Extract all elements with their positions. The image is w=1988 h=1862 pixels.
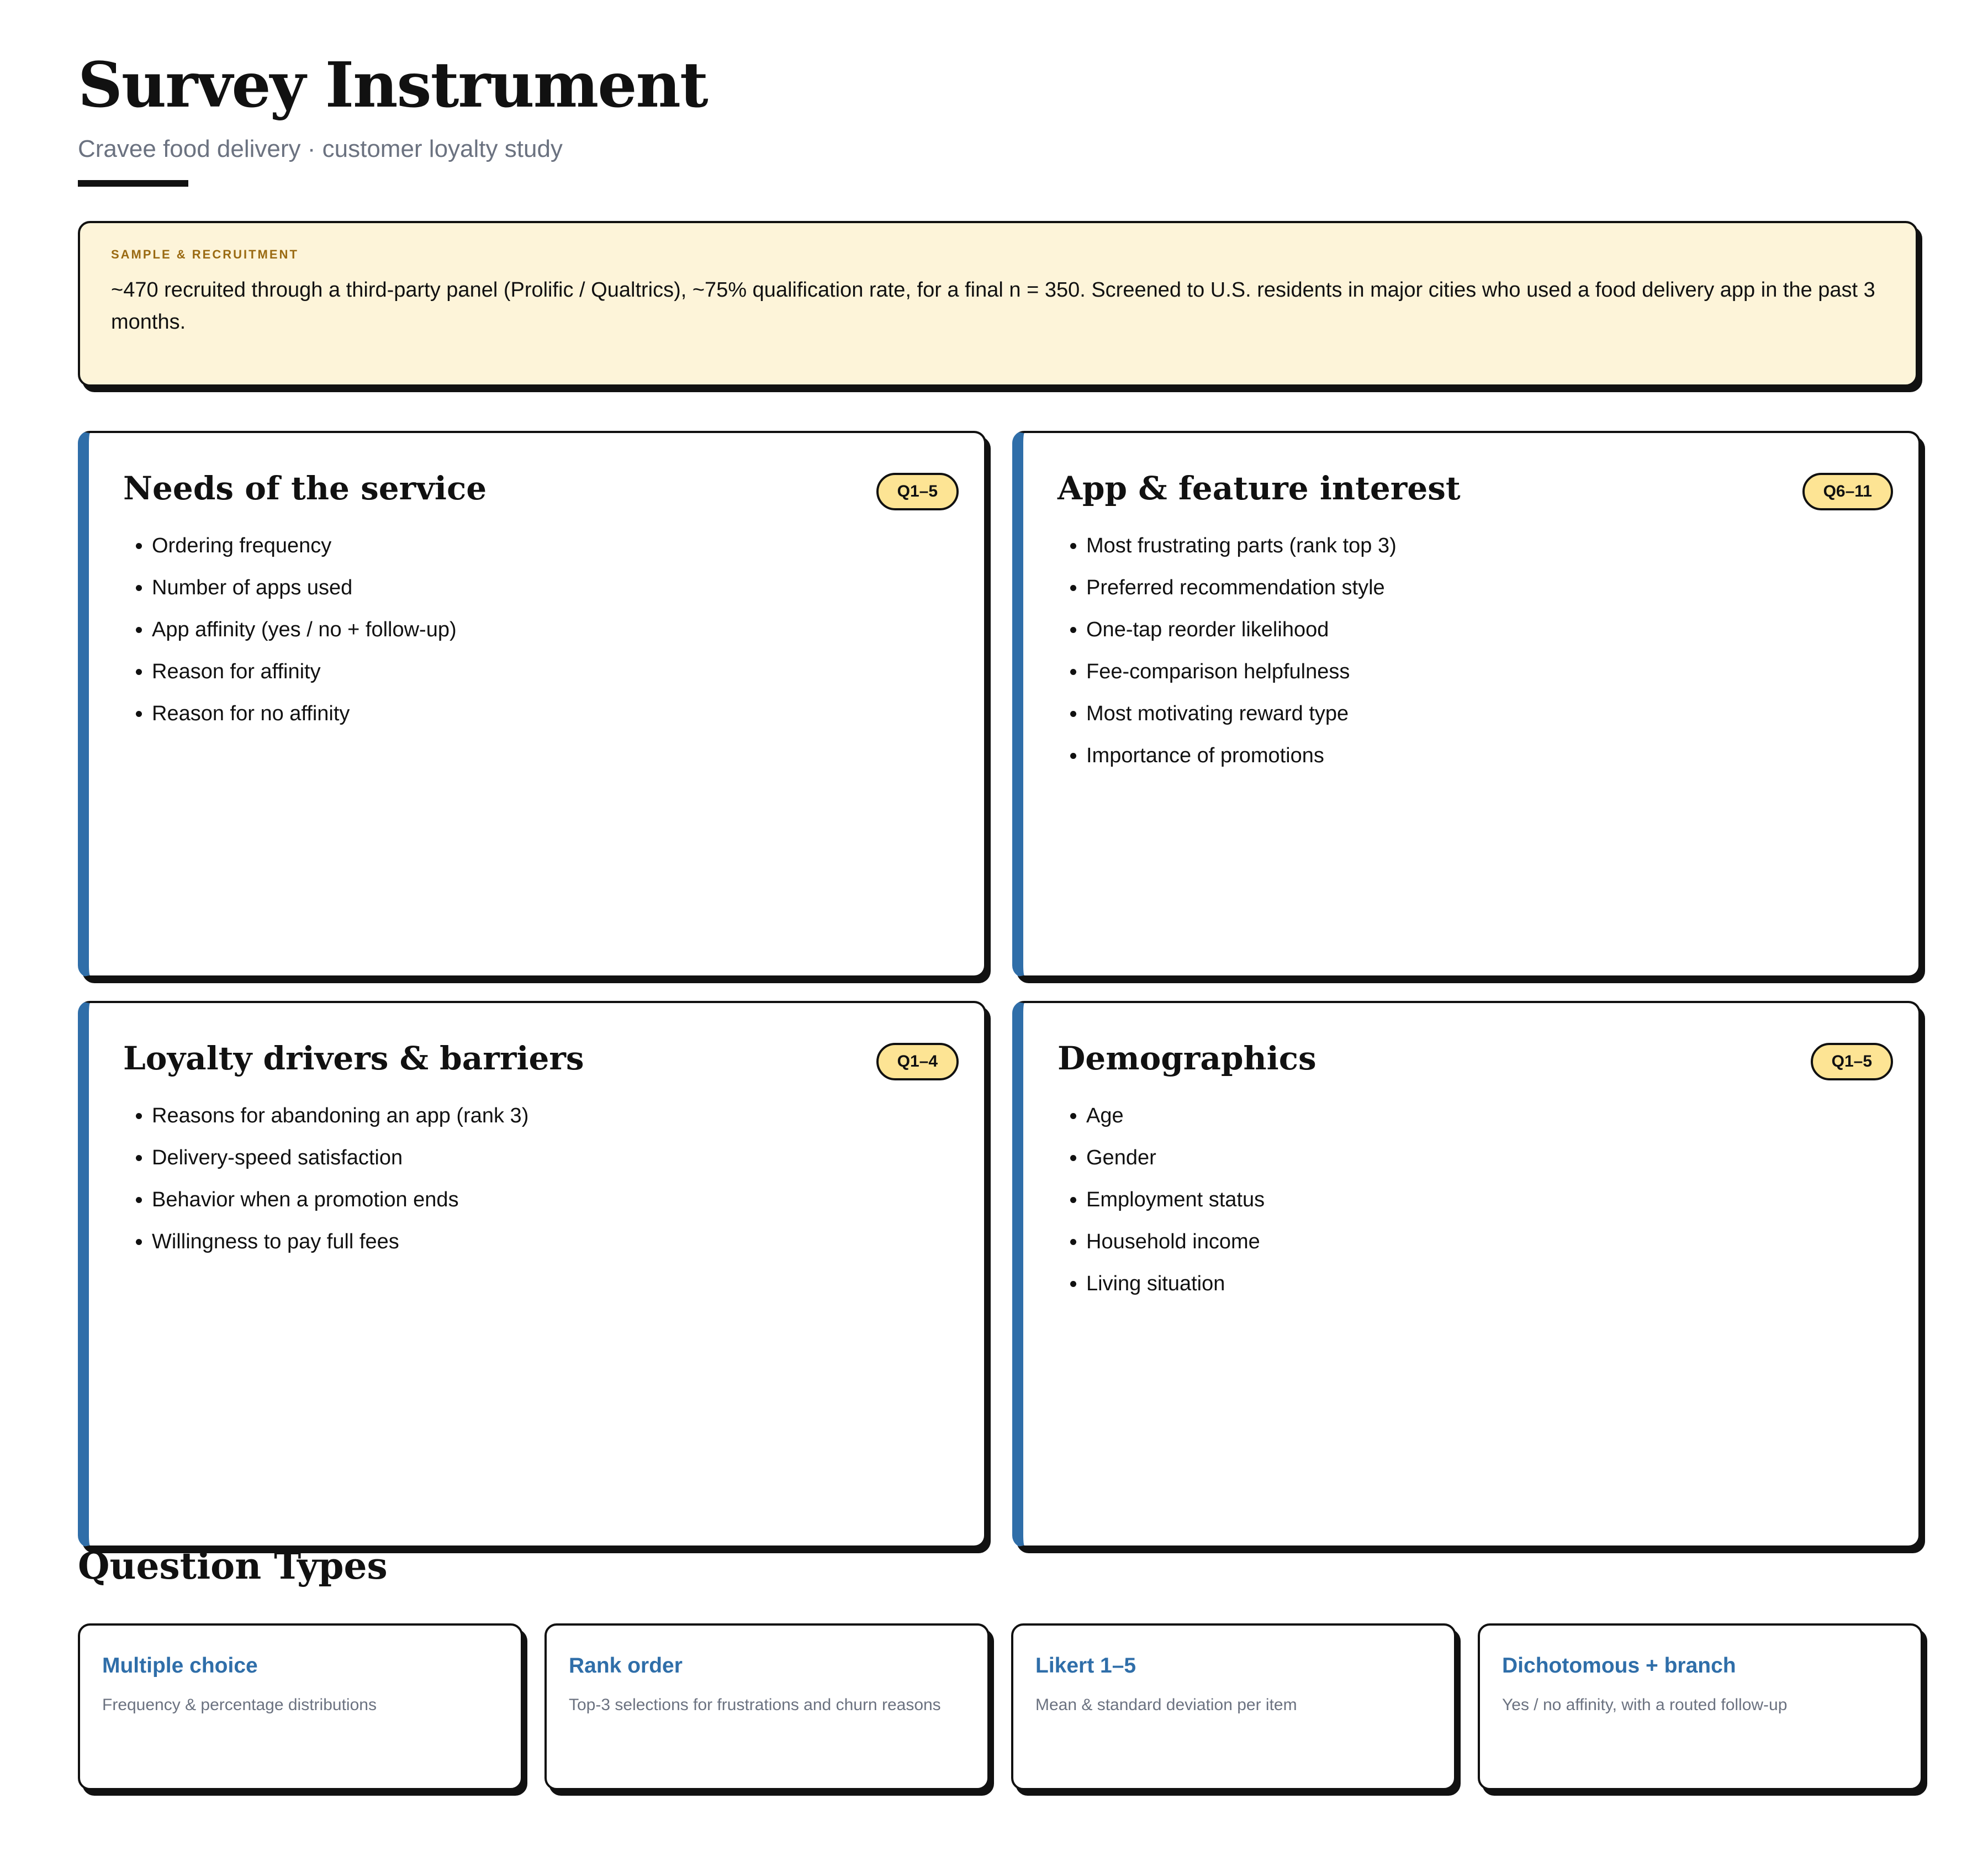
list-item: • Behavior when a promotion ends	[152, 1179, 956, 1221]
section-card-loyalty	[78, 1001, 986, 1548]
question-type-card	[78, 1623, 523, 1790]
question-type-title: Multiple choice	[102, 1654, 258, 1678]
page-title: Survey Instrument	[78, 49, 707, 122]
section-item-list	[123, 525, 956, 735]
sample-text: ~470 recruited through a third-party panel (Prolific / Qualtrics), ~75% qualification rate, for a final n = 350. Screened to U.S. residents in major cities who used a food delivery app in the past 3 months.	[111, 278, 1875, 334]
list-item: • Reason for no affinity	[152, 693, 956, 735]
list-item: • Delivery-speed satisfaction	[152, 1137, 956, 1179]
list-item: • Importance of promotions	[1086, 735, 1891, 777]
question-type-card	[544, 1623, 990, 1790]
list-item: • Number of apps used	[152, 567, 956, 609]
question-range-badge: Q6–11	[1802, 473, 1893, 510]
section-title: Needs of the service	[123, 470, 487, 507]
question-range-badge: Q1–4	[876, 1043, 959, 1080]
question-type-title: Likert 1–5	[1035, 1654, 1136, 1678]
section-title: App & feature interest	[1058, 470, 1461, 507]
list-item: • Willingness to pay full fees	[152, 1221, 956, 1263]
sample-label: SAMPLE & RECRUITMENT	[111, 247, 299, 261]
list-item: • Ordering frequency	[152, 525, 956, 567]
list-item: • Gender	[1086, 1137, 1891, 1179]
list-item: • Fee-comparison helpfulness	[1086, 651, 1891, 693]
question-type-card	[1478, 1623, 1923, 1790]
list-item: • Most motivating reward type	[1086, 693, 1891, 735]
section-card-needs	[78, 431, 986, 978]
section-item-list	[123, 1095, 956, 1263]
list-item: • Household income	[1086, 1221, 1891, 1263]
section-item-list	[1058, 1095, 1891, 1305]
question-type-description: Yes / no affinity, with a routed follow-up	[1502, 1696, 1788, 1714]
list-item: • Most frustrating parts (rank top 3)	[1086, 525, 1891, 567]
question-type-description: Mean & standard deviation per item	[1035, 1696, 1297, 1714]
list-item: • Preferred recommendation style	[1086, 567, 1891, 609]
page	[78, 49, 1923, 1714]
section-card-app-features	[1012, 431, 1921, 978]
section-title: Demographics	[1058, 1040, 1316, 1077]
question-types-heading: Question Types	[78, 1544, 388, 1587]
list-item: • Age	[1086, 1095, 1891, 1137]
question-range-badge: Q1–5	[1811, 1043, 1893, 1080]
page-subtitle: Cravee food delivery · customer loyalty study	[78, 135, 563, 162]
question-type-title: Dichotomous + branch	[1502, 1654, 1736, 1678]
list-item: • Reasons for abandoning an app (rank 3)	[152, 1095, 956, 1137]
list-item: • Employment status	[1086, 1179, 1891, 1221]
sample-recruitment-panel	[78, 221, 1918, 387]
question-type-title: Rank order	[569, 1654, 683, 1678]
question-type-description: Top-3 selections for frustrations and churn reasons	[569, 1696, 941, 1714]
section-item-list	[1058, 525, 1891, 777]
question-type-description: Frequency & percentage distributions	[102, 1696, 377, 1714]
list-item: • App affinity (yes / no + follow-up)	[152, 609, 956, 651]
section-title: Loyalty drivers & barriers	[123, 1040, 584, 1077]
list-item: • Reason for affinity	[152, 651, 956, 693]
section-card-demographics	[1012, 1001, 1921, 1548]
title-underline	[78, 180, 188, 187]
list-item: • Living situation	[1086, 1263, 1891, 1305]
question-range-badge: Q1–5	[876, 473, 959, 510]
list-item: • One-tap reorder likelihood	[1086, 609, 1891, 651]
question-type-card	[1011, 1623, 1456, 1790]
